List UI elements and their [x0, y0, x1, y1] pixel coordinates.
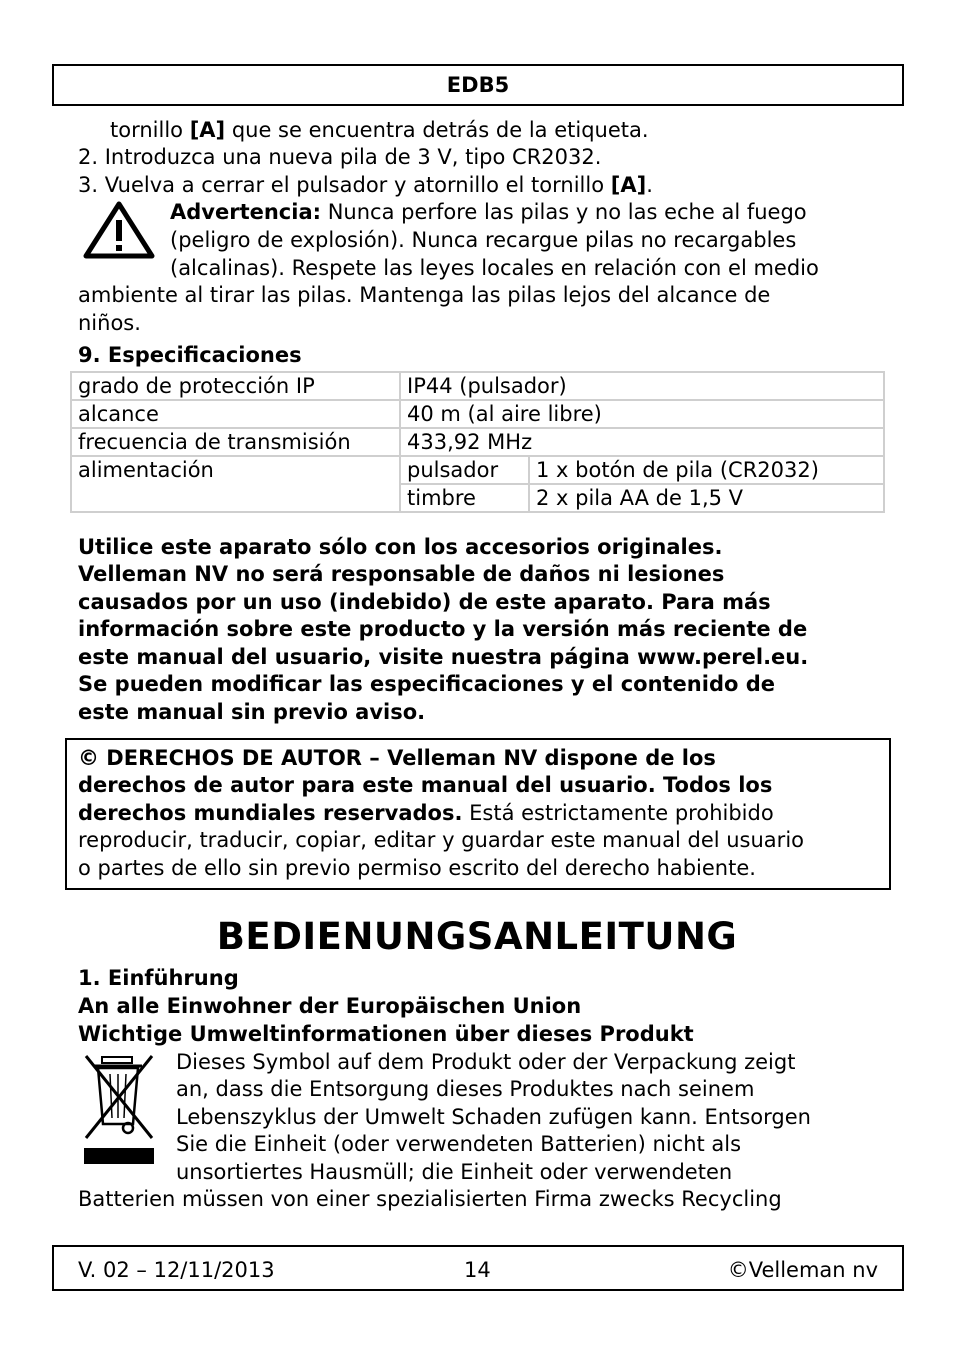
warning-line-3: (alcalinas). Respete las leyes locales en relación con el medio	[170, 256, 819, 280]
german-section-heading: 1. Einführung	[78, 966, 239, 990]
spec-label: frecuencia de transmisión	[71, 428, 400, 456]
spec-value: 1 x botón de pila (CR2032)	[529, 456, 884, 484]
spec-subpart: pulsador	[400, 456, 529, 484]
warning-line-5: niños.	[78, 311, 141, 335]
german-title: BEDIENUNGSANLEITUNG	[216, 915, 738, 958]
footer-copyright: ©Velleman nv	[727, 1258, 878, 1282]
notice-line: Velleman NV no será responsable de daños ni lesiones	[78, 562, 725, 586]
german-para-line: Batterien müssen von einer spezialisierten Firma zwecks Recycling	[78, 1187, 782, 1211]
spec-label: alcance	[71, 400, 400, 428]
footer-page-number: 14	[464, 1258, 491, 1282]
specs-table	[70, 371, 885, 513]
table-row	[71, 372, 884, 400]
german-para-line: Lebenszyklus der Umwelt Schaden zufügen kann. Entsorgen	[176, 1105, 811, 1129]
warning-text: Nunca perfore las pilas y no las eche al fuego	[321, 200, 807, 224]
warning-line-2: (peligro de explosión). Nunca recargue pilas no recargables	[170, 228, 797, 252]
spec-value: 2 x pila AA de 1,5 V	[529, 484, 884, 512]
spec-value: IP44 (pulsador)	[400, 372, 884, 400]
notice-line: causados por un uso (indebido) de este aparato. Para más	[78, 590, 771, 614]
copyright-line: derechos de autor para este manual del usuario. Todos los	[78, 773, 773, 797]
step-text: 3. Vuelva a cerrar el pulsador y atornillo el tornillo	[78, 173, 611, 197]
german-subheading: Wichtige Umweltinformationen über dieses Produkt	[78, 1022, 694, 1046]
copyright-line: © DERECHOS DE AUTOR – Velleman NV dispone de los	[78, 746, 716, 770]
german-para-line: Sie die Einheit (oder verwendeten Batterien) nicht als	[176, 1132, 742, 1156]
step-1-continuation	[110, 117, 649, 144]
step-ref: [A]	[610, 173, 647, 197]
german-subheading: An alle Einwohner der Europäischen Union	[78, 994, 582, 1018]
notice-line: Utilice este aparato sólo con los accesorios originales.	[78, 535, 723, 559]
copyright-text: Está estrictamente prohibido	[462, 801, 774, 825]
table-row	[71, 428, 884, 456]
document-header	[52, 64, 904, 106]
step-ref: [A]	[189, 118, 226, 142]
warning-line-1	[170, 199, 807, 226]
specs-heading: 9. Especificaciones	[78, 343, 302, 367]
footer-version: V. 02 – 12/11/2013	[78, 1258, 275, 1282]
warning-label: Advertencia:	[170, 200, 322, 224]
step-2: 2. Introduzca una nueva pila de 3 V, tipo CR2032.	[78, 145, 602, 169]
step-text: tornillo	[110, 118, 190, 142]
weee-bin-icon	[82, 1052, 156, 1170]
model-name: EDB5	[446, 73, 510, 97]
warning-triangle-icon	[82, 200, 156, 260]
step-text: que se encuentra detrás de la etiqueta.	[225, 118, 649, 142]
german-para-line: Dieses Symbol auf dem Produkt oder der Verpackung zeigt	[176, 1050, 796, 1074]
notice-line: información sobre este producto y la versión más reciente de	[78, 617, 808, 641]
spec-value: 40 m (al aire libre)	[400, 400, 884, 428]
copyright-line	[78, 800, 774, 827]
notice-line: Se pueden modificar las especificaciones y el contenido de	[78, 672, 775, 696]
warning-line-4: ambiente al tirar las pilas. Mantenga las pilas lejos del alcance de	[78, 283, 771, 307]
spec-label: alimentación	[71, 456, 400, 512]
notice-line: este manual sin previo aviso.	[78, 700, 426, 724]
table-row	[71, 400, 884, 428]
copyright-bold: derechos mundiales reservados.	[78, 801, 463, 825]
notice-line: este manual del usuario, visite nuestra página www.perel.eu.	[78, 645, 809, 669]
spec-subpart: timbre	[400, 484, 529, 512]
german-para-line: an, dass die Entsorgung dieses Produktes nach seinem	[176, 1077, 755, 1101]
step-text: .	[646, 173, 653, 197]
copyright-line: o partes de ello sin previo permiso escrito del derecho habiente.	[78, 856, 756, 880]
copyright-line: reproducir, traducir, copiar, editar y guardar este manual del usuario	[78, 828, 804, 852]
step-3	[78, 172, 653, 199]
spec-value: 433,92 MHz	[400, 428, 884, 456]
german-para-line: unsortiertes Hausmüll; die Einheit oder verwendeten	[176, 1160, 733, 1184]
table-row	[71, 456, 884, 484]
spec-label: grado de protección IP	[71, 372, 400, 400]
